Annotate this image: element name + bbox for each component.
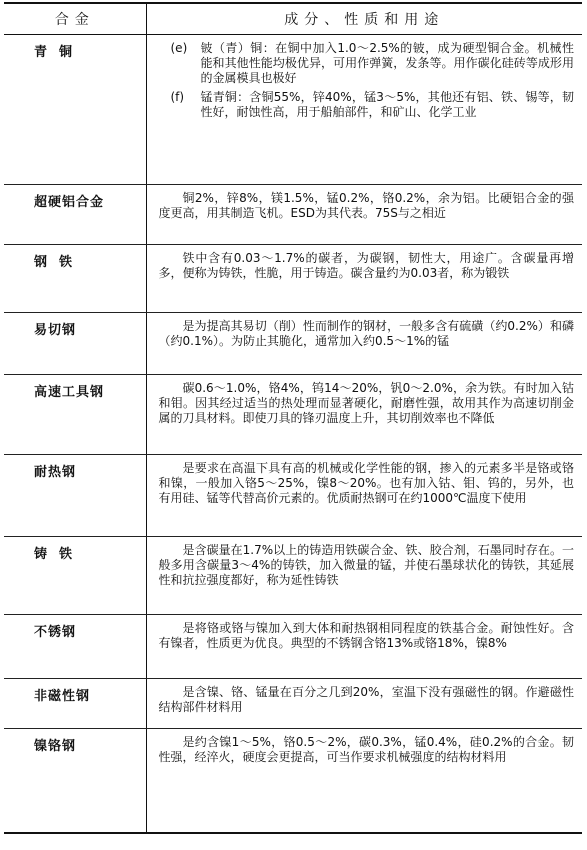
table-row [4, 615, 582, 679]
alloy-name: 超硬铝合金 [4, 185, 146, 245]
alloy-name: 钢铁 [4, 245, 146, 313]
alloy-name: 不锈钢 [4, 615, 146, 679]
alloy-description: 是为提高其易切（削）性而制作的钢材，一般多含有硫磺（约0.2%）和磷（约0.1%）。为防止其脆化，通常加入约0.5～1%的锰 [146, 313, 582, 375]
alloy-description: 碳0.6～1.0%，铬4%，钨14～20%，钒0～2.0%，余为铁。有时加入钴和钼。因其经过适当的热处理而显著硬化，耐磨性强，故用其作为高速切削金属的刀具材料。即使刀具的锋刃温度上升，其切削效率也不降低 [146, 375, 582, 455]
sub-item-label: (f) [170, 90, 185, 104]
alloy-name: 非磁性钢 [4, 679, 146, 729]
alloy-description: 是含碳量在1.7%以上的铸造用铁碳合金、铁、胶合剂，石墨同时存在。一般多用含碳量3～4%的铸铁，加入微量的锰，并使石墨球状化的铸铁，其延展性和抗拉强度都好，称为延性铸铁 [146, 537, 582, 615]
table-row [4, 35, 582, 185]
header-alloy: 合金 [4, 3, 146, 35]
sub-item-label: (e) [170, 41, 188, 55]
alloy-name: 青铜 [4, 35, 146, 185]
alloy-name: 易切钢 [4, 313, 146, 375]
alloy-description: 是将铬或铬与镍加入到大体和耐热钢相同程度的铁基合金。耐蚀性好。含有镍者，性质更为优良。典型的不锈钢含铬13%或铬18%，镍8% [146, 615, 582, 679]
alloy-description: 是约含镍1～5%，铬0.5～2%，碳0.3%，锰0.4%，硅0.2%的合金。韧性强，经淬火，硬度会更提高，可当作要求机械强度的结构材料用 [146, 729, 582, 833]
table-row [4, 455, 582, 537]
alloy-description: 是要求在高温下具有高的机械或化学性能的钢，掺入的元素多半是铬或铬和镍，一般加入铬5～25%，镍8～20%。也有加入钴、钼、钨的，另外，也有用硅、锰等代替高价元素的。优质耐热钢可在约1000℃温度下使用 [146, 455, 582, 537]
alloy-description: 铜2%，锌8%，镁1.5%，锰0.2%，铬0.2%，余为铝。比硬铝合金的强度更高，用其制造飞机。ESD为其代表。75S与之相近 [146, 185, 582, 245]
table-row [4, 185, 582, 245]
sub-item-text: 锰青铜：含铜55%，锌40%，锰3～5%，其他还有铝、铁、锡等，韧性好，耐蚀性高，用于船舶部件，和矿山、化学工业 [200, 90, 574, 119]
header-properties: 成分、性质和用途 [146, 3, 582, 35]
alloy-description: 铁中含有0.03～1.7%的碳者，为碳钢，韧性大，用途广。含碳量再增多，便称为铸铁，性脆，用于铸造。碳含量约为0.03者，称为锻铁 [146, 245, 582, 313]
alloy-name: 高速工具钢 [4, 375, 146, 455]
alloy-description: 是含镍、铬、锰量在百分之几到20%，室温下没有强磁性的钢。作避磁性结构部件材料用 [146, 679, 582, 729]
table-row [4, 313, 582, 375]
alloy-name: 镍铬钢 [4, 729, 146, 833]
table-row [4, 729, 582, 833]
sub-item [159, 41, 575, 86]
table-header-row [4, 3, 582, 35]
alloy-description [146, 35, 582, 185]
alloy-name: 耐热钢 [4, 455, 146, 537]
alloy-name: 铸铁 [4, 537, 146, 615]
sub-item [159, 90, 575, 120]
table-row [4, 679, 582, 729]
table-row [4, 245, 582, 313]
table-row [4, 537, 582, 615]
alloy-table [4, 2, 582, 834]
table-row [4, 375, 582, 455]
sub-item-text: 铍（青）铜：在铜中加入1.0～2.5%的铍，成为硬型铜合金。机械性能和其他性能均极优异，可用作弹簧，发条等。用作碳化硅砖等成形用的金属模具也极好 [200, 41, 574, 85]
